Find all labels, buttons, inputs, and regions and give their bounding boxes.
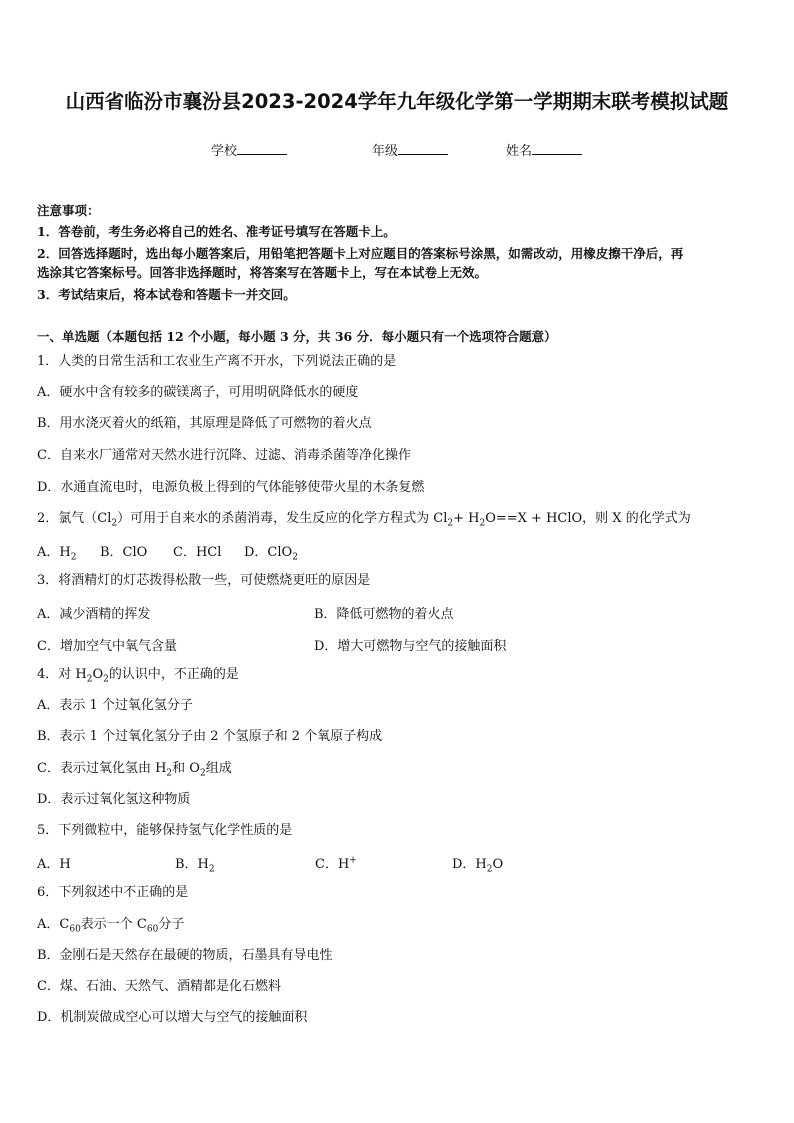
question-5-option-d: D．$H_2O$ [452,857,504,875]
question-4-option-d: D．表示过氧化氢这种物质 [37,792,191,807]
notice-heading: 注意事项： [37,203,100,218]
school-field [211,140,287,159]
question-6-option-c: C．煤、石油、天然气、酒精都是化石燃料 [37,979,281,994]
notice-item-2-line-1: 2．回答选择题时，选出每小题答案后，用铅笔把答题卡上对应题目的答案标号涂黑，如需改动，用橡皮擦干净后，再 [37,246,684,261]
question-6-option-b: B．金刚石是天然存在最硬的物质，石墨具有导电性 [37,948,333,963]
section-heading: 一、单选题（本题包括 12 个小题，每小题 3 分，共 36 分．每小题只有一个选项符合题意） [37,329,557,344]
question-3-stem: 3．将酒精灯的灯芯拨得松散一些，可使燃烧更旺的原因是 [37,573,371,588]
question-4-stem: 4．对 $H_2O_2$的认识中，不正确的是 [37,667,239,685]
question-3-option-a: A．减少酒精的挥发 [37,607,151,622]
question-3-option-c: C．增加空气中氧气含量 [37,639,177,654]
question-2-option-a: A．$H_2$ [37,545,77,563]
question-1-option-c: C．自来水厂通常对天然水进行沉降、过滤、消毒杀菌等净化操作 [37,448,411,463]
question-4-option-c: C．表示过氧化氢由 $H_2$和 $O_2$组成 [37,761,232,779]
notice-item-3: 3．考试结束后，将本试卷和答题卡一并交回。 [37,287,296,302]
name-label: 姓名 [506,144,533,159]
question-2-option-d: D．ClO$_2$ [244,545,298,563]
question-5-stem: 5．下列微粒中，能够保持氢气化学性质的是 [37,823,293,838]
question-5-option-a: A．H [37,857,71,872]
question-3-options-row-2 [37,635,637,653]
question-1-option-a: A．硬水中含有较多的碳镁离子，可用明矾降低水的硬度 [37,385,359,400]
name-field [506,140,582,159]
notice-item-2-line-2: 选涂其它答案标号。回答非选择题时，将答案写在答题卡上，写在本试卷上无效。 [37,265,488,280]
question-4-option-a: A．表示 1 个过氧化氢分子 [37,698,193,713]
question-2-option-b: B．ClO [100,545,148,560]
question-1-option-d: D．水通直流电时，电源负极上得到的气体能够使带火星的木条复燃 [37,480,425,495]
school-blank[interactable] [237,142,287,155]
question-2-options [37,541,437,563]
question-5-option-b: B．$H_2$ [175,857,215,875]
question-5-options [37,853,637,875]
question-3-option-b: B．降低可燃物的着火点 [314,607,454,622]
question-6-option-a: A．$C_{60}$表示一个 $C_{60}$分子 [37,917,185,935]
question-6-option-d: D．机制炭做成空心可以增大与空气的接触面积 [37,1010,308,1025]
grade-blank[interactable] [398,142,448,155]
notice-item-1: 1．答卷前，考生务必将自己的姓名、准考证号填写在答题卡上。 [37,224,396,239]
school-label: 学校 [211,144,238,159]
question-3-options-row-1 [37,603,637,621]
question-2-option-c: C．HCl [173,545,222,560]
question-5-option-c: C．H+ [315,855,357,872]
question-3-option-d: D．增大可燃物与空气的接触面积 [314,639,507,654]
grade-field [372,140,448,159]
question-2-stem: 2．氯气$(Cl_2)$可用于自来水的杀菌消毒，发生反应的化学方程式为 $Cl_2+ H_2O==X$ + HClO，则 X 的化学式为 [37,511,691,529]
name-blank[interactable] [532,142,582,155]
question-4-option-b: B．表示 1 个过氧化氢分子由 2 个氢原子和 2 个氧原子构成 [37,729,383,744]
question-1-stem: 1．人类的日常生活和工农业生产离不开水，下列说法正确的是 [37,354,397,369]
page-title: 山西省临汾市襄汾县2023-2024学年九年级化学第一学期期末联考模拟试题 [65,90,729,113]
grade-label: 年级 [372,144,399,159]
question-6-stem: 6．下列叙述中不正确的是 [37,885,189,900]
question-1-option-b: B．用水浇灭着火的纸箱，其原理是降低了可燃物的着火点 [37,416,372,431]
